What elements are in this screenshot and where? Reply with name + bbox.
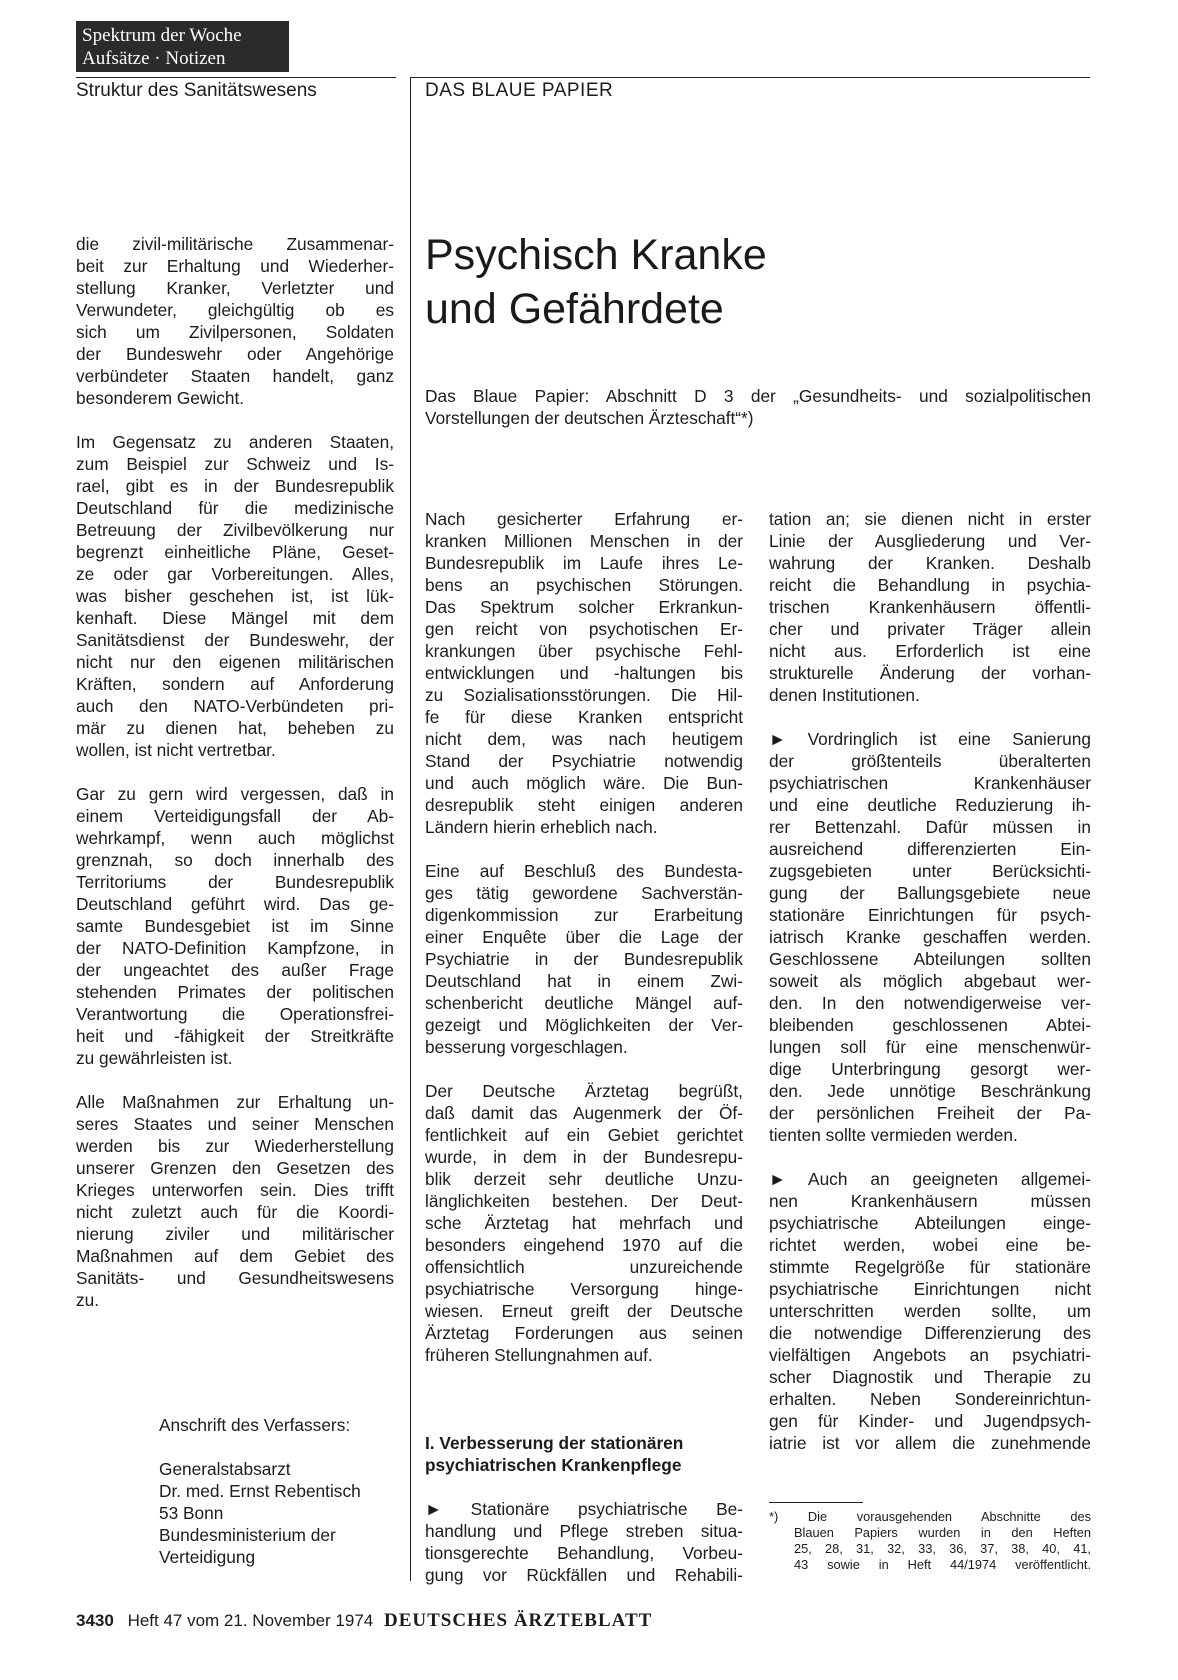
text-line: psychiatrische Einrichtungen nicht xyxy=(769,1279,1091,1299)
text-line: und eine deutliche Reduzierung ih- xyxy=(769,795,1091,815)
text-line: Das Spektrum solcher Erkrankun- xyxy=(425,597,743,617)
right-section-topic: DAS BLAUE PAPIER xyxy=(425,80,614,101)
text-line: wollen, ist nicht vertretbar. xyxy=(76,740,276,760)
text-line: lungen soll für eine menschenwür- xyxy=(769,1037,1091,1057)
text-line: Ärztetag Forderungen aus seinen xyxy=(425,1323,743,1343)
text-line: Alle Maßnahmen zur Erhaltung un- xyxy=(76,1092,394,1112)
text-line: Sanitäts- und Gesundheitswesens xyxy=(76,1268,394,1288)
section-badge xyxy=(76,21,289,72)
paragraph xyxy=(76,431,394,761)
text-line: ► Vordringlich ist eine Sanierung xyxy=(769,729,1091,749)
text-line: handlung und Pflege streben situa- xyxy=(425,1521,743,1541)
text-line: nen Krankenhäusern müssen xyxy=(769,1191,1091,1211)
page-footer xyxy=(76,1609,652,1633)
address-line: Generalstabsarzt xyxy=(159,1459,291,1479)
text-line: schenbericht deutliche Mängel auf- xyxy=(425,993,743,1013)
footnote-line: 43 sowie in Heft 44/1974 veröffentlicht. xyxy=(794,1557,1091,1572)
top-rule-right xyxy=(410,77,1090,78)
footnote-rule xyxy=(769,1502,863,1503)
text-line: wurde, in dem in der Bundesrepu- xyxy=(425,1147,743,1167)
text-line: zu. xyxy=(76,1290,100,1310)
article-subtitle xyxy=(425,385,1091,429)
text-line: Krieges unterworfen sein. Dies trifft xyxy=(76,1180,394,1200)
text-line: Linie der Ausgliederung und Ver- xyxy=(769,531,1091,551)
text-line: daß damit das Augenmerk der Öf- xyxy=(425,1103,743,1123)
text-line: psychiatrischen Krankenhäuser xyxy=(769,773,1091,793)
text-line: ► Auch an geeigneten allgemei- xyxy=(769,1169,1091,1189)
paragraph xyxy=(425,1498,743,1586)
text-line: Kräften, sondern auf Anforderung xyxy=(76,674,394,694)
text-line: die notwendige Differenzierung des xyxy=(769,1323,1091,1343)
text-line: offensichtlich unzureichende xyxy=(425,1257,743,1277)
text-line: der persönlichen Freiheit der Pa- xyxy=(769,1103,1091,1123)
text-line: richtet werden, wobei eine be- xyxy=(769,1235,1091,1255)
text-line: früheren Stellungnahmen auf. xyxy=(425,1345,653,1365)
text-line: die zivil-militärische Zusammenar- xyxy=(76,234,394,254)
section-heading xyxy=(425,1432,743,1476)
text-line: heit und -fähigkeit der Streitkräfte xyxy=(76,1026,394,1046)
text-line: gung vor Rückfällen und Rehabili- xyxy=(425,1565,743,1585)
text-line: nierung ziviler und militärischer xyxy=(76,1224,394,1244)
text-line: nicht dem, was nach heutigem xyxy=(425,729,743,749)
text-line: soweit als möglich abgebaut wer- xyxy=(769,971,1091,991)
text-line: reicht die Behandlung in psychia- xyxy=(769,575,1091,595)
text-line: beit zur Erhaltung und Wiederher- xyxy=(76,256,394,276)
footnote xyxy=(769,1509,1091,1573)
text-line: tienten sollte vermieden werden. xyxy=(769,1125,1018,1145)
text-line: stimmte Regelgröße für stationäre xyxy=(769,1257,1091,1277)
text-line: der größtenteils überalterten xyxy=(769,751,1091,771)
text-line: Geschlossene Abteilungen sollten xyxy=(769,949,1091,969)
text-line: rael, gibt es in der Bundesrepublik xyxy=(76,476,394,496)
paragraph xyxy=(76,1091,394,1311)
text-line: fe für diese Kranken entspricht xyxy=(425,707,743,727)
text-line: der NATO-Definition Kampfzone, in xyxy=(76,938,394,958)
text-line: fentlichkeit auf ein Gebiet gerichtet xyxy=(425,1125,743,1145)
left-column xyxy=(76,233,394,1311)
text-line: sich um Zivilpersonen, Soldaten xyxy=(76,322,394,342)
text-line: cher und privater Träger allein xyxy=(769,619,1091,639)
middle-column xyxy=(425,508,743,1586)
text-line: kranken Millionen Menschen in der xyxy=(425,531,743,551)
text-line: zum Beispiel zur Schweiz und Is- xyxy=(76,454,394,474)
text-line: trischen Krankenhäusern öffentli- xyxy=(769,597,1091,617)
text-line: iatrisch Kranke geschaffen werden. xyxy=(769,927,1091,947)
text-line: werden bis zur Wiederherstellung xyxy=(76,1136,394,1156)
text-line: Stand der Psychiatrie notwendig xyxy=(425,751,743,771)
text-line: vielfältigen Angebots an psychiatri- xyxy=(769,1345,1091,1365)
page-number: 3430 xyxy=(76,1611,114,1630)
section-badge-line-2: Aufsätze · Notizen xyxy=(82,48,226,69)
left-section-topic: Struktur des Sanitätswesens xyxy=(76,80,317,101)
text-line: tation an; sie dienen nicht in erster xyxy=(769,509,1091,529)
text-line: Sanitätsdienst der Bundeswehr, der xyxy=(76,630,394,650)
text-line: digenkommission zur Erarbeitung xyxy=(425,905,743,925)
text-line: Verwundeter, gleichgültig ob es xyxy=(76,300,394,320)
text-line: gen für Kinder- und Jugendpsych- xyxy=(769,1411,1091,1431)
text-line: desrepublik steht einigen anderen xyxy=(425,795,743,815)
text-line: nicht aus. Erforderlich ist eine xyxy=(769,641,1091,661)
text-line: ze oder gar Vorbereitungen. Alles, xyxy=(76,564,394,584)
text-line: ges tätig gewordene Sachverstän- xyxy=(425,883,743,903)
text-line: unserer Grenzen den Gesetzen des xyxy=(76,1158,394,1178)
top-rule-left xyxy=(76,77,396,78)
text-line: tionsgerechte Behandlung, Vorbeu- xyxy=(425,1543,743,1563)
text-line: zu gewährleisten ist. xyxy=(76,1048,233,1068)
subtitle-line: Das Blaue Papier: Abschnitt D 3 der „Gesundheits- und sozialpolitischen xyxy=(425,386,1091,406)
text-line: der Bundeswehr oder Angehörige xyxy=(76,344,394,364)
text-line: Verantwortung die Operationsfrei- xyxy=(76,1004,394,1024)
text-line: nicht zuletzt auch für die Koordi- xyxy=(76,1202,394,1222)
text-line: Eine auf Beschluß des Bundesta- xyxy=(425,861,743,881)
text-line: strukturelle Änderung der vorhan- xyxy=(769,663,1091,683)
address-line: Verteidigung xyxy=(159,1547,256,1567)
text-line: krankungen über psychische Fehl- xyxy=(425,641,743,661)
text-line: Ländern hierin erheblich nach. xyxy=(425,817,658,837)
text-line: entwicklungen und -haltungen bis xyxy=(425,663,743,683)
text-line: Der Deutsche Ärztetag begrüßt, xyxy=(425,1081,743,1101)
text-line: besserung vorgeschlagen. xyxy=(425,1037,628,1057)
text-line: bens an psychischen Störungen. xyxy=(425,575,743,595)
text-line: rer Bettenzahl. Dafür müssen in xyxy=(769,817,1091,837)
paragraph xyxy=(769,728,1091,1146)
text-line: bleibenden geschlossenen Abtei- xyxy=(769,1015,1091,1035)
address-line: 53 Bonn xyxy=(159,1503,224,1523)
text-line: einer Enquête über die Lage der xyxy=(425,927,743,947)
text-line: Bundesrepublik im Laufe ihres Le- xyxy=(425,553,743,573)
section-badge-line-1: Spektrum der Woche xyxy=(82,25,242,46)
text-line: Betreuung der Zivilbevölkerung nur xyxy=(76,520,394,540)
text-line: sche Ärztetag hat mehrfach und xyxy=(425,1213,743,1233)
issue-info: Heft 47 vom 21. November 1974 xyxy=(127,1611,374,1630)
text-line: ► Stationäre psychiatrische Be- xyxy=(425,1499,743,1519)
text-line: stehenden Primates der politischen xyxy=(76,982,394,1002)
text-line: begrenzt einheitliche Pläne, Geset- xyxy=(76,542,394,562)
article-title xyxy=(425,228,767,336)
text-line: der ungeachtet des außer Frage xyxy=(76,960,394,980)
text-line: stellung Kranker, Verletzter und xyxy=(76,278,394,298)
text-line: mär zu dienen hat, beheben zu xyxy=(76,718,394,738)
text-line: psychiatrische Abteilungen einge- xyxy=(769,1213,1091,1233)
article-title-line-2: und Gefährdete xyxy=(425,285,724,333)
text-line: Deutschland hat in einem Zwi- xyxy=(425,971,743,991)
paragraph xyxy=(769,508,1091,706)
text-line: wahrung der Kranken. Deshalb xyxy=(769,553,1091,573)
subtitle-line: Vorstellungen der deutschen Ärzteschaft“*) xyxy=(425,408,754,428)
footnote-line: *) Die vorausgehenden Abschnitte des xyxy=(769,1509,1091,1524)
text-line: gen reicht von psychotischen Er- xyxy=(425,619,743,639)
text-line: auch den NATO-Verbündeten pri- xyxy=(76,696,394,716)
address-heading: Anschrift des Verfassers: xyxy=(159,1415,351,1435)
text-line: samte Bundesgebiet ist im Sinne xyxy=(76,916,394,936)
text-line: besonderem Gewicht. xyxy=(76,388,245,408)
footnote-line: Blauen Papiers wurden in den Heften xyxy=(794,1525,1091,1540)
text-line: Deutschland geführt wird. Das ge- xyxy=(76,894,394,914)
text-line: Maßnahmen auf dem Gebiet des xyxy=(76,1246,394,1266)
text-line: blik derzeit sehr deutliche Unzu- xyxy=(425,1169,743,1189)
text-line: und auch möglich wäre. Die Bun- xyxy=(425,773,743,793)
paragraph xyxy=(425,860,743,1058)
text-line: zu Sozialisationsstörungen. Die Hil- xyxy=(425,685,743,705)
text-line: nicht nur den eigenen militärischen xyxy=(76,652,394,672)
text-line: psychiatrische Versorgung hinge- xyxy=(425,1279,743,1299)
publication-name: DEUTSCHES ÄRZTEBLATT xyxy=(383,1610,653,1631)
text-line: Psychiatrie in der Bundesrepublik xyxy=(425,949,743,969)
section-heading-line: psychiatrischen Krankenpflege xyxy=(425,1455,682,1475)
right-column xyxy=(769,508,1091,1454)
paragraph xyxy=(425,508,743,838)
text-line: den. In den notwendigerweise ver- xyxy=(769,993,1091,1013)
text-line: gung der Ballungsgebiete neue xyxy=(769,883,1091,903)
text-line: unterschritten werden sollte, um xyxy=(769,1301,1091,1321)
paragraph xyxy=(76,783,394,1069)
text-line: länglichkeiten bestehen. Der Deut- xyxy=(425,1191,743,1211)
text-line: iatrie ist vor allem die zunehmende xyxy=(769,1433,1091,1453)
text-line: zugsgebieten unter Berücksichti- xyxy=(769,861,1091,881)
column-divider xyxy=(410,77,411,1581)
text-line: wiesen. Erneut greift der Deutsche xyxy=(425,1301,743,1321)
address-line: Bundesministerium der xyxy=(159,1525,336,1545)
paragraph xyxy=(76,233,394,409)
section-heading-line: I. Verbesserung der stationären xyxy=(425,1433,684,1453)
text-line: Deutschland für die medizinische xyxy=(76,498,394,518)
text-line: dige Unterbringung gesorgt wer- xyxy=(769,1059,1091,1079)
text-line: Territoriums der Bundesrepublik xyxy=(76,872,394,892)
address-line: Dr. med. Ernst Rebentisch xyxy=(159,1481,361,1501)
text-line: was bisher geschehen ist, ist lük- xyxy=(76,586,394,606)
paragraph xyxy=(769,1168,1091,1454)
text-line: einem Verteidigungsfall der Ab- xyxy=(76,806,394,826)
paragraph xyxy=(425,1080,743,1366)
text-line: seres Staates und seiner Menschen xyxy=(76,1114,394,1134)
text-line: scher Diagnostik und Therapie zu xyxy=(769,1367,1091,1387)
text-line: wehrkampf, wenn auch möglichst xyxy=(76,828,394,848)
text-line: ausreichend differenzierten Ein- xyxy=(769,839,1091,859)
text-line: gezeigt und Möglichkeiten der Ver- xyxy=(425,1015,743,1035)
text-line: denen Institutionen. xyxy=(769,685,920,705)
text-line: Im Gegensatz zu anderen Staaten, xyxy=(76,432,394,452)
text-line: stationäre Einrichtungen für psych- xyxy=(769,905,1091,925)
text-line: den. Jede unnötige Beschränkung xyxy=(769,1081,1091,1101)
text-line: grenznah, so doch innerhalb des xyxy=(76,850,394,870)
text-line: kenhaft. Diese Mängel mit dem xyxy=(76,608,394,628)
text-line: besonders eingehend 1970 auf die xyxy=(425,1235,743,1255)
text-line: Gar zu gern wird vergessen, daß in xyxy=(76,784,394,804)
author-address xyxy=(159,1414,361,1568)
text-line: Nach gesicherter Erfahrung er- xyxy=(425,509,743,529)
text-line: erhalten. Neben Sondereinrichtun- xyxy=(769,1389,1091,1409)
text-line: verbündeter Staaten handelt, ganz xyxy=(76,366,394,386)
footnote-line: 25, 28, 31, 32, 33, 36, 37, 38, 40, 41, xyxy=(794,1541,1091,1556)
article-title-line-1: Psychisch Kranke xyxy=(425,231,767,279)
